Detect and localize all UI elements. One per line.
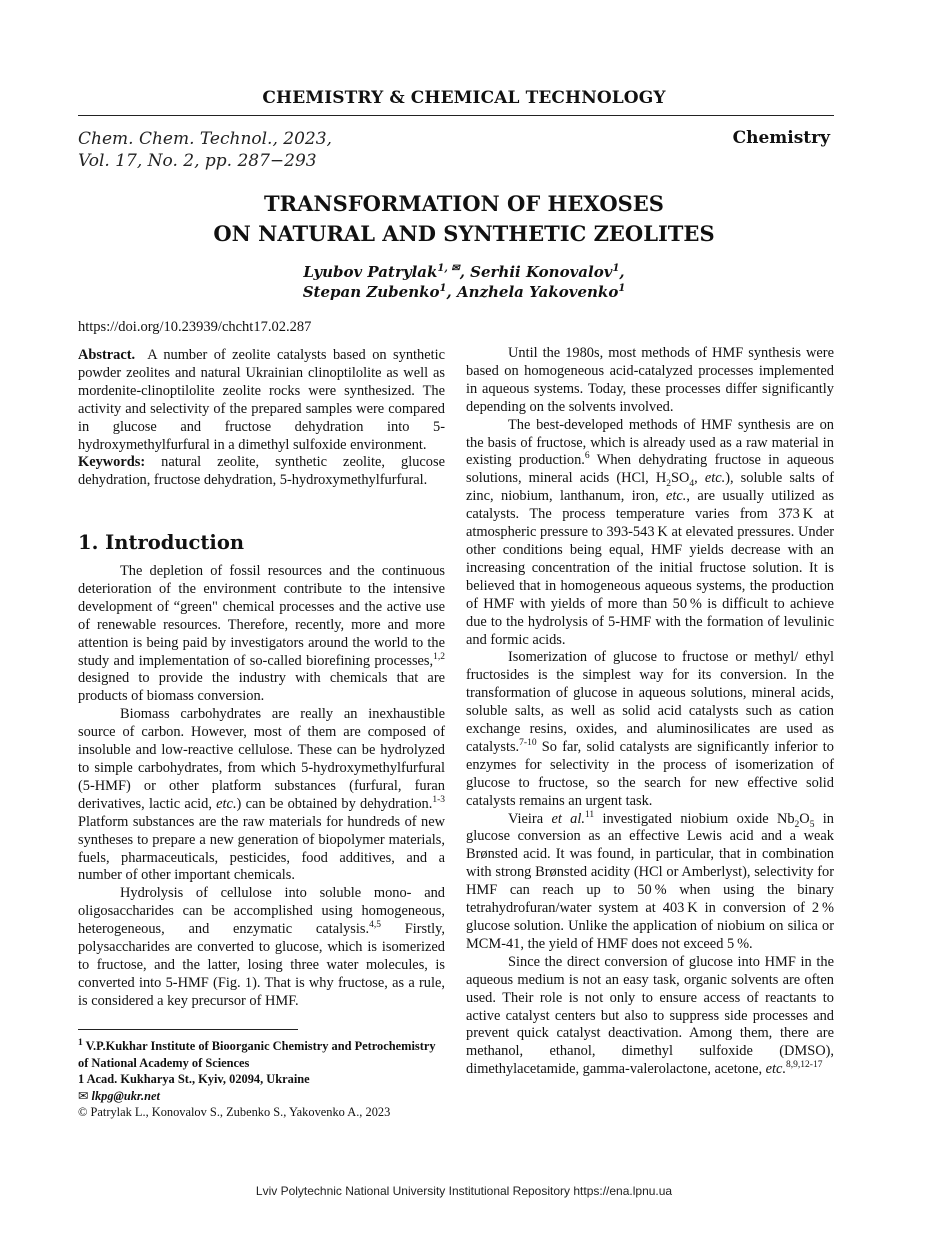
author-name: Serhii Konovalov [470, 263, 613, 281]
paragraph: The best-developed methods of HMF synthesis are on the basis of fructose, which is already used as a raw material in existing production.$^6$ When dehydrating fructose in aqueous solutions, mineral acids (HCl, $H_2SO_4$, etc.), soluble salts of zinc, niobium, lanthanum, iron, etc., are usually utilized as catalysts. The process temperature varies from 373 K at atmospheric pressure to 393-543 K at elevated pressures. Under other conditions being equal, HMF yields decrease with an increasing concentration of the initial fructose solution. It is believed that in homogeneous aqueous systems, the production of HMF with yields of more than 50 % is difficult to achieve due to the hydrolysis of 5-HMF with the formation of levulinic and formic acids. [466, 416, 834, 648]
article-title [0, 189, 928, 249]
journal-header: CHEMISTRY & CHEMICAL TECHNOLOGY [262, 88, 666, 108]
reference-mark: 6 [584, 451, 590, 462]
envelope-icon: ✉ [78, 1088, 89, 1103]
keywords-label: Keywords: [78, 454, 146, 471]
address: 1 Acad. Kukharya St., Kyiv, 02094, Ukraine [78, 1072, 310, 1086]
author-affiliation-mark: 1, ✉ [437, 263, 460, 274]
introduction-body [78, 563, 445, 1011]
author-name: Lyubov Patrylak [303, 263, 438, 281]
paragraph: Until the 1980s, most methods of HMF synthesis were based on homogeneous acid-catalyzed processes implemented in aqueous systems. Today, these processes differ significantly depending on the solvents involved. [466, 345, 834, 415]
author-name: Anzhela Yakovenko [456, 283, 619, 301]
paragraph: Isomerization of glucose to fructose or methyl/ ethyl fructosides is the simplest way for its conversion. In the transformation of glucose in aqueous solutions, mineral acids, soluble salts, as well as solid acid catalysts such as cation exchange resins, oxides, and aluminosilicates are used as catalysts.$^{7-10}$ So far, solid catalysts are significantly inferior to enzymes for selectivity in the process of isomerization of glucose to fructose, so the search for new effective solid catalysts remains an urgent task. [466, 649, 834, 809]
author-affiliation-mark: 1 [439, 283, 447, 294]
reference-mark: 7-10 [519, 738, 537, 749]
footnotes [78, 1038, 448, 1121]
citation-line-1: Chem. Chem. Technol., 2023, [78, 129, 332, 149]
paragraph: Since the direct conversion of glucose into HMF in the aqueous medium is not an easy task, organic solvents are often used. Their role is not only to ensure access of reactants to active catalyst centers but also to suppress side processes and prevent quick catalyst deactivation. Among them, there are methanol, ethanol, dimethyl sulfoxide (DMSO), dimethylacetamide, gamma-valerolactone, acetone, etc.$^{8,9,12-17}$ [466, 953, 834, 1078]
reference-mark: 1-3 [432, 794, 446, 805]
author-affiliation-mark: 1 [612, 263, 620, 274]
right-column-body [466, 345, 834, 1079]
keywords-text: natural zeolite, synthetic zeolite, glucose dehydration, fructose dehydration, 5-hydroxymethylfurfural. [78, 454, 445, 489]
reference-mark: 1,2 [433, 651, 445, 662]
header-divider [78, 115, 834, 116]
citation [78, 128, 332, 172]
email-link[interactable]: lkpg@ukr.net [91, 1088, 160, 1103]
abstract-label: Abstract. [78, 347, 136, 363]
author-affiliation-mark: 1 [618, 283, 626, 294]
affiliation: $^1$ V.P.Kukhar Institute of Bioorganic Chemistry and Petrochemistry of National Academy of Sciences [78, 1037, 436, 1070]
author-name: Stepan Zubenko [302, 283, 440, 301]
citation-line-2: Vol. 17, No. 2, pp. 287−293 [78, 151, 317, 171]
reference-mark: 11 [584, 809, 595, 820]
abstract-text: A number of zeolite catalysts based on synthetic powder zeolites and natural Ukrainian clinoptilolite as well as mordenite-clinoptilolite zeolite rocks were synthesized. The activity and selectivity of the prepared samples were compared in glucose and fructose dehydration into 5-hydroxymethylfurfural in a dimethyl sulfoxide environment. [78, 347, 445, 453]
paragraph: Hydrolysis of cellulose into soluble mono- and oligosaccharides can be accomplished using homogeneous, heterogeneous, and enzymatic catalysis.$^{4,5}$ Firstly, polysaccharides are converted to glucose, which is isomerized to fructose, and the latter, losing three water molecules, is converted into 5-HMF (Fig. 1). That is why fructose, as a rule, is considered a key precursor of HMF. [78, 885, 445, 1009]
copyright: © Patrylak L., Konovalov S., Zubenko S., Yakovenko A., 2023 [78, 1105, 391, 1119]
reference-mark: 4,5 [369, 920, 381, 931]
section-label: Chemistry [732, 128, 830, 148]
repository-footer: Lviv Polytechnic National University Institutional Repository https://ena.lpnu.ua [255, 1184, 673, 1198]
reference-mark: 8,9,12-17 [786, 1060, 823, 1071]
title-line-2: ON NATURAL AND SYNTHETIC ZEOLITES [213, 221, 715, 246]
doi-link[interactable]: https://doi.org/10.23939/chcht17.02.287 [78, 319, 312, 335]
author-list: Lyubov Patrylak$^{1, ✉}$, Serhii Konovalov$^1$, Stepan Zubenko$^1$, Anzhela Yakovenko$^1$ [302, 263, 626, 301]
section-heading-introduction: 1. Introduction [78, 531, 245, 554]
footnote-divider [78, 1029, 298, 1030]
paragraph: Biomass carbohydrates are really an inexhaustible source of carbon. However, most of them are composed of insoluble and low-reactive cellulose. These can be hydrolyzed to simple carbohydrates, from which 5-hydroxymethylfurfural (5-HMF) or other platform substances (furfural, furan derivatives, lactic acid, etc.) can be obtained by dehydration.$^{1-3}$ Platform substances are the raw materials for hundreds of new syntheses to prepare a new generation of biopolymer materials, fuels, pharmaceuticals, pesticides, food additives, and a number of other important chemicals. [78, 706, 446, 884]
paragraph: The depletion of fossil resources and the continuous deterioration of the environment contribute to the intensive development of “green" chemical processes and the active use of renewable resources. Therefore, recently, more and more attention is being paid by investigators around the world to the study and implementation of so-called biorefining processes,$^{1,2}$ designed to provide the industry with chemicals that are products of biomass conversion. [78, 563, 445, 705]
abstract-block [78, 347, 445, 490]
paragraph: Vieira et al.$^{11}$ investigated niobium oxide $Nb_2O_5$ in glucose conversion as an effective Lewis acid and a weak Brønsted acid. It was found, in particular, that in combination with strong Brønsted acidity (HCl or Amberlyst), selectivity for HMF can reach up to 50 % when using the binary tetrahydrofuran/water system at 403 K in conversion of 2 % glucose solution. Unlike the application of niobium on silica or MCM-41, the yield of HMF does not exceed 5 %. [466, 809, 834, 952]
email-line [78, 1088, 448, 1105]
title-line-1: TRANSFORMATION OF HEXOSES [264, 191, 664, 216]
